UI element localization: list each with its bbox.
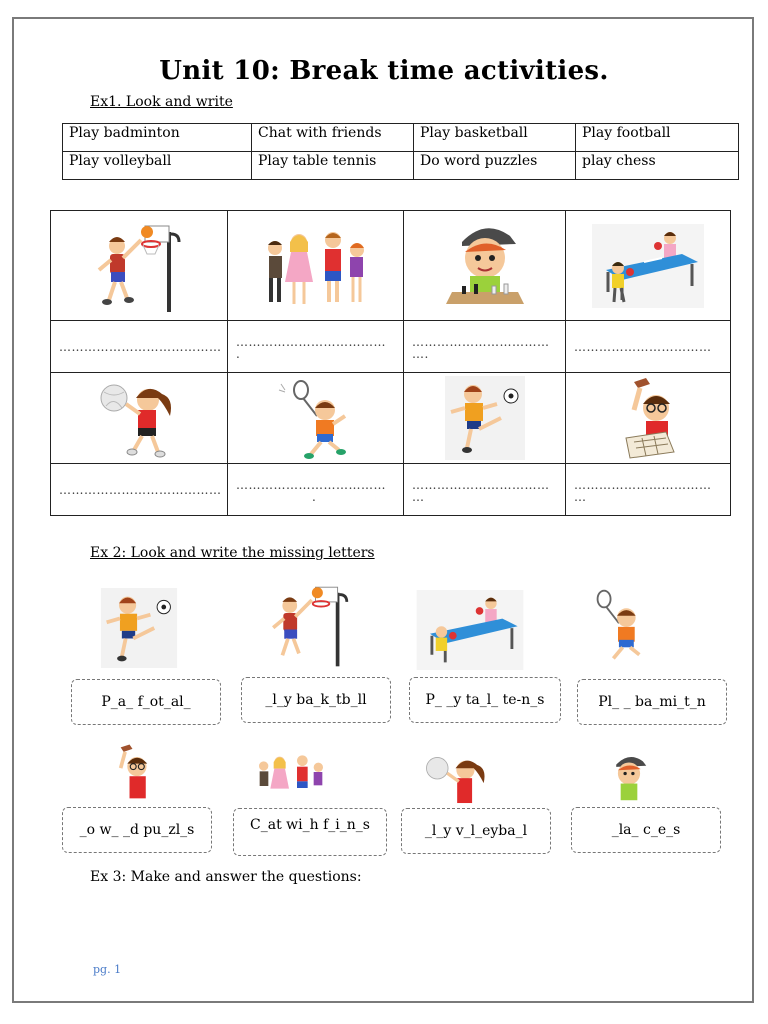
dotted-line: ……………………………… (236, 334, 386, 349)
picture-cell (51, 373, 228, 464)
word-cell: play chess (576, 152, 739, 180)
dotted-line-extra: …. (412, 348, 429, 359)
writing-space[interactable] (404, 464, 566, 516)
volleyball-player-illustration (418, 750, 498, 808)
table-tennis-illustration (414, 590, 526, 670)
exercise-3-heading: Ex 3: Make and answer the questions: (90, 869, 362, 885)
picture-cell (228, 211, 404, 321)
writing-row (51, 464, 731, 516)
word-cell: Play volleyball (63, 152, 252, 180)
dotted-line: …………………………… (574, 339, 712, 354)
word-cell: Do word puzzles (414, 152, 576, 180)
word-cell: Play basketball (414, 124, 576, 152)
dotted-line-extra: … (412, 491, 425, 502)
writing-space[interactable] (566, 321, 731, 373)
missing-letters-box[interactable]: _l_y v_l_eyba_l (401, 808, 551, 854)
word-cell: Chat with friends (252, 124, 414, 152)
word-puzzle-illustration (606, 376, 690, 460)
page-title: Unit 10: Break time activities. (159, 56, 609, 86)
writing-space[interactable] (228, 321, 404, 373)
word-cell: Play football (576, 124, 739, 152)
picture-cell (404, 373, 566, 464)
picture-cell (51, 211, 228, 321)
table-tennis-illustration (592, 224, 704, 308)
word-bank-row (63, 124, 739, 152)
badminton-player-illustration (576, 586, 660, 664)
missing-letters-box[interactable]: _o w_ _d pu_zl_s (62, 807, 212, 853)
basketball-player-illustration (264, 578, 356, 670)
writing-space[interactable] (51, 321, 228, 373)
missing-letters-box[interactable]: P_ _y ta_l_ te-n_s (409, 677, 561, 723)
picture-cell (566, 373, 731, 464)
chess-player-illustration (604, 748, 654, 808)
dotted-line-extra: . (236, 348, 241, 359)
dotted-line: …………………………… (574, 477, 712, 492)
word-bank-row (63, 152, 739, 180)
missing-letters-box[interactable]: _la_ c_e_s (571, 807, 721, 853)
writing-row (51, 321, 731, 373)
page-number: pg. 1 (93, 963, 122, 976)
writing-space[interactable] (566, 464, 731, 516)
word-bank-table (62, 123, 739, 180)
friends-chatting-illustration (261, 218, 371, 314)
dotted-line: …………………………… (412, 477, 550, 492)
football-player-illustration (100, 588, 178, 668)
missing-letters-box[interactable]: _l_y ba_k_tb_ll (241, 677, 391, 723)
dotted-line: ………………………………… (59, 339, 222, 354)
missing-letters-box[interactable]: C_at wi_h f_i_n_s (233, 808, 387, 856)
chess-player-illustration (440, 218, 530, 314)
football-player-illustration (445, 376, 525, 460)
word-cell: Play badminton (63, 124, 252, 152)
picture-cell (404, 211, 566, 321)
dotted-line: …………………………… (412, 334, 550, 349)
basketball-player-illustration (89, 218, 189, 314)
missing-letters-box[interactable]: P_a_ f_ot_al_ (71, 679, 221, 725)
picture-cell (566, 211, 731, 321)
missing-letters-box[interactable]: Pl_ _ ba_mi_t_n (577, 679, 727, 725)
dotted-line: ………………………………… (59, 482, 222, 497)
dotted-line-extra: … (574, 491, 587, 502)
writing-space[interactable] (51, 464, 228, 516)
badminton-player-illustration (271, 376, 361, 460)
exercise-2-heading: Ex 2: Look and write the missing letters (90, 545, 375, 561)
word-puzzle-illustration (100, 742, 162, 806)
picture-row (51, 211, 731, 321)
writing-space[interactable] (404, 321, 566, 373)
writing-space[interactable] (228, 464, 404, 516)
dotted-line: ……………………………… (236, 477, 386, 492)
friends-chatting-illustration (236, 746, 346, 810)
volleyball-player-illustration (94, 376, 184, 460)
picture-cell (228, 373, 404, 464)
picture-grid (50, 210, 731, 516)
dotted-line-extra: . (312, 491, 317, 502)
exercise-1-heading: Ex1. Look and write (90, 94, 233, 110)
word-cell: Play table tennis (252, 152, 414, 180)
picture-row (51, 373, 731, 464)
